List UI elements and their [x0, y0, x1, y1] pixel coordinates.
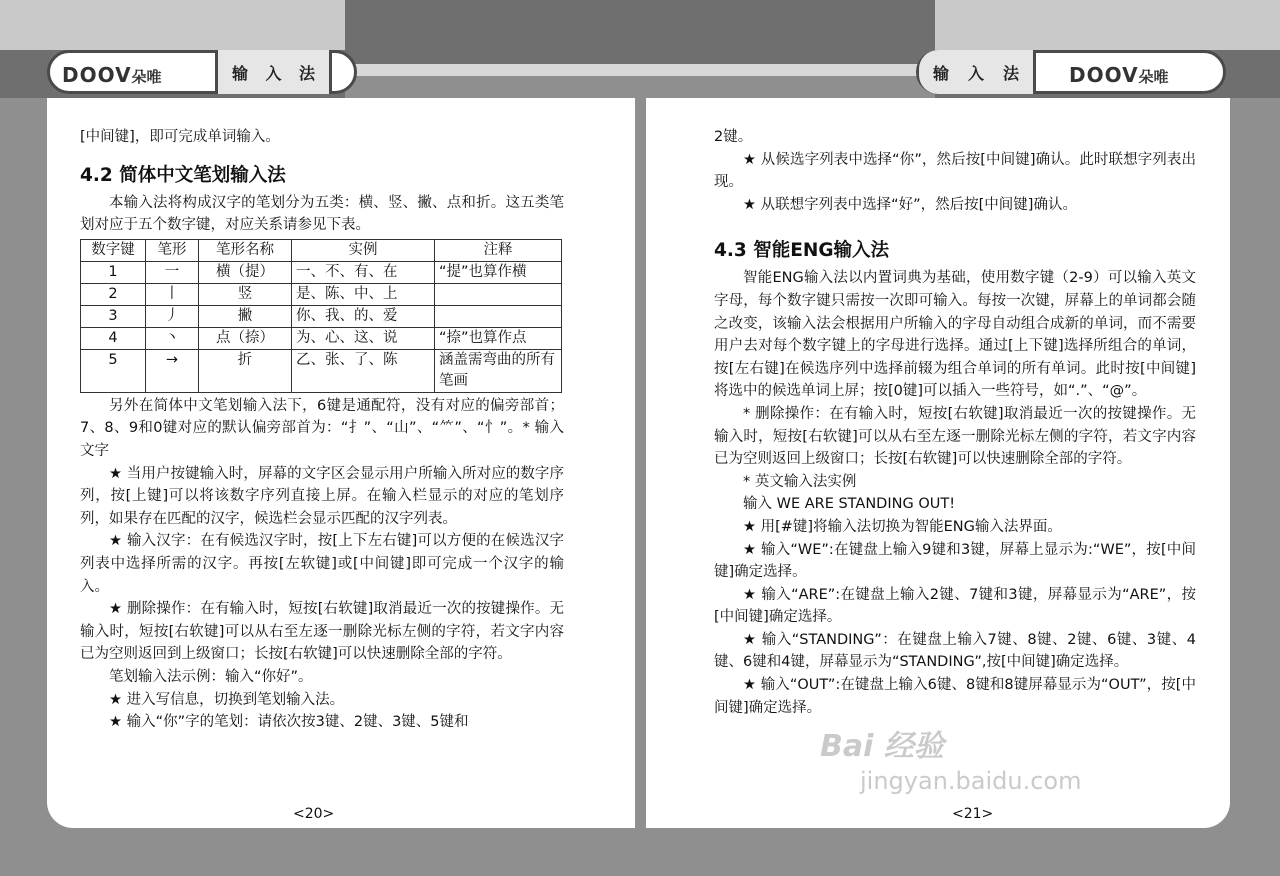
- title-char: 法: [1002, 63, 1019, 83]
- doov-logo: [1069, 63, 1169, 87]
- left-page-content: [80, 126, 564, 734]
- table-header-cell: 实例: [292, 239, 435, 261]
- table-cell: [435, 283, 562, 305]
- section-heading: 4.2 简体中文笔划输入法: [80, 164, 286, 186]
- table-cell: 乙、张、了、陈: [292, 349, 435, 392]
- paragraph: ★ 输入“OUT”:在键盘上输入6键、8键和8键屏幕显示为“OUT”，按[中间键]确定选择。: [714, 677, 1196, 716]
- table-cell: 折: [199, 349, 292, 392]
- paragraph: ★ 输入“WE”:在键盘上输入9键和3键，屏幕上显示为:“WE”，按[中间键]确定选择。: [714, 541, 1196, 581]
- paragraph: * 删除操作：在有输入时，短按[右软键]取消最近一次的按键操作。无输入时，短按[右软键]可以从右至左逐一删除光标左侧的字符，若文字内容已为空则返回上级窗口；长按[右软键]可以快速删除全部的字符。: [714, 405, 1196, 468]
- table-cell: 你、我、的、爱: [292, 305, 435, 327]
- table-cell: 撇: [199, 305, 292, 327]
- paragraph: 智能ENG输入法以内置词典为基础，使用数字键（2-9）可以输入英文字母，每个数字键只需按一次即可输入。每按一次键，屏幕上的单词都会随之改变，该输入法会根据用户所输入的字母自动组合成新的单词，而不需要用户去对每个数字键上的字母进行选择。通过[上下键]选择所组合的单词，按[左右键]在候选序列中选择前辍为组合单词的所有单词。此时按[中间键]将选中的候选单词上屏；按[0键]可以插入一些符号，如“.”、“@”。: [714, 270, 1196, 400]
- table-header-cell: 数字键: [81, 239, 146, 261]
- table-cell: 丨: [146, 283, 199, 305]
- table-cell: “提”也算作横: [435, 261, 562, 283]
- table-cell: 横（提）: [199, 261, 292, 283]
- paragraph: 输入 WE ARE STANDING OUT!: [743, 496, 956, 513]
- table-cell: “捺”也算作点: [435, 327, 562, 349]
- table-cell: 4: [81, 327, 146, 349]
- table-row: [81, 327, 562, 349]
- table-cell: →: [146, 349, 199, 392]
- paragraph: ★ 用[#键]将输入法切换为智能ENG输入法界面。: [743, 518, 1062, 535]
- table-cell: 竖: [199, 283, 292, 305]
- title-char: 入: [967, 63, 984, 83]
- title-char: 输: [933, 63, 950, 83]
- paragraph: ★ 输入“ARE”:在键盘上输入2键、7键和3键，屏幕显示为“ARE”，按[中间键]确定选择。: [714, 586, 1196, 626]
- table-cell: 点（捺）: [199, 327, 292, 349]
- paragraph: ★ 输入汉字：在有候选汉字时，按[上下左右键]可以方便的在候选汉字列表中选择所需的汉字。再按[左软键]或[中间键]即可完成一个汉字的输入。: [80, 533, 564, 595]
- stroke-table: [80, 239, 562, 393]
- table-cell: 涵盖需弯曲的所有笔画: [435, 349, 562, 392]
- paragraph: 另外在简体中文笔划输入法下，6键是通配符，没有对应的偏旁部首；7、8、9和0键对应的默认偏旁部首为：“扌”、“山”、“⺮”、“忄”。* 输入文字: [80, 397, 564, 459]
- table-cell: 一: [146, 261, 199, 283]
- right-page-content: [714, 126, 1196, 719]
- table-cell: 1: [81, 261, 146, 283]
- doov-logo: [62, 63, 162, 87]
- spine-strip: [345, 64, 935, 76]
- table-row: [81, 349, 562, 392]
- paragraph: ★ 删除操作：在有输入时，短按[右软键]取消最近一次的按键操作。无输入时，短按[右软键]可以从右至左逐一删除光标左侧的字符，若文字内容已为空则返回到上级窗口；长按[右软键]可以快速删除全部的字符。: [80, 601, 564, 663]
- paragraph: ★ 输入“你”字的笔划：请依次按3键、2键、3键、5键和: [109, 714, 469, 731]
- table-row: [81, 305, 562, 327]
- table-header-row: [81, 239, 562, 261]
- paragraph: ★ 进入写信息，切换到笔划输入法。: [109, 691, 345, 708]
- paragraph: ★ 从候选字列表中选择“你”，然后按[中间键]确认。此时联想字列表出现。: [714, 151, 1196, 191]
- paragraph: 笔划输入法示例：输入“你好”。: [109, 668, 313, 685]
- title-char: 输: [232, 63, 249, 83]
- table-cell: 丶: [146, 327, 199, 349]
- header-band-right-light: [935, 0, 1280, 50]
- section-heading: 4.3 智能ENG输入法: [714, 240, 890, 262]
- table-cell: 丿: [146, 305, 199, 327]
- section-title: [919, 50, 1036, 94]
- watermark-main: Bai 经验: [820, 729, 944, 764]
- table-cell: 是、陈、中、上: [292, 283, 435, 305]
- logo-latin: DOOV: [1069, 63, 1139, 87]
- intro-text: [中间键]，即可完成单词输入。: [80, 129, 280, 145]
- table-cell: 为、心、这、说: [292, 327, 435, 349]
- table-cell: [435, 305, 562, 327]
- table-cell: 3: [81, 305, 146, 327]
- logo-latin: DOOV: [62, 63, 132, 87]
- baidu-watermark: [820, 730, 1081, 798]
- title-char: 入: [265, 63, 282, 83]
- logo-cn: 朵唯: [1138, 68, 1169, 86]
- logo-cn: 朵唯: [131, 68, 162, 86]
- header-band-center: [345, 0, 935, 64]
- paragraph: * 英文输入法实例: [743, 473, 857, 490]
- section-title: [215, 50, 332, 94]
- paragraph: ★ 输入“STANDING”：在键盘上输入7键、8键、2键、6键、3键、4键、6键和4键，屏幕显示为“STANDING”,按[中间键]确定选择。: [714, 631, 1196, 671]
- paragraph: 本输入法将构成汉字的笔划分为五类：横、竖、撇、点和折。这五类笔划对应于五个数字键，对应关系请参见下表。: [80, 194, 564, 234]
- paragraph: ★ 从联想字列表中选择“好”，然后按[中间键]确认。: [743, 196, 1077, 213]
- watermark-url: jingyan.baidu.com: [860, 767, 1082, 795]
- right-header-pill: [916, 50, 1226, 94]
- table-header-cell: 笔形名称: [199, 239, 292, 261]
- continued-text: 2键。: [714, 129, 753, 145]
- table-header-cell: 笔形: [146, 239, 199, 261]
- page-number: <20>: [293, 806, 335, 822]
- table-cell: 一、不、有、在: [292, 261, 435, 283]
- paragraph: ★ 当用户按键输入时，屏幕的文字区会显示用户所输入所对应的数字序列，按[上键]可以将该数字序列直接上屏。在输入栏显示的对应的笔划序列，如果存在匹配的汉字，候选栏会显示匹配的汉字列表。: [80, 465, 564, 527]
- table-row: [81, 261, 562, 283]
- table-row: [81, 283, 562, 305]
- table-cell: 2: [81, 283, 146, 305]
- page-number: <21>: [952, 806, 994, 822]
- left-header-pill: [47, 50, 357, 94]
- table-cell: 5: [81, 349, 146, 392]
- table-header-cell: 注释: [435, 239, 562, 261]
- title-char: 法: [298, 63, 315, 83]
- header-band-left-light: [0, 0, 345, 50]
